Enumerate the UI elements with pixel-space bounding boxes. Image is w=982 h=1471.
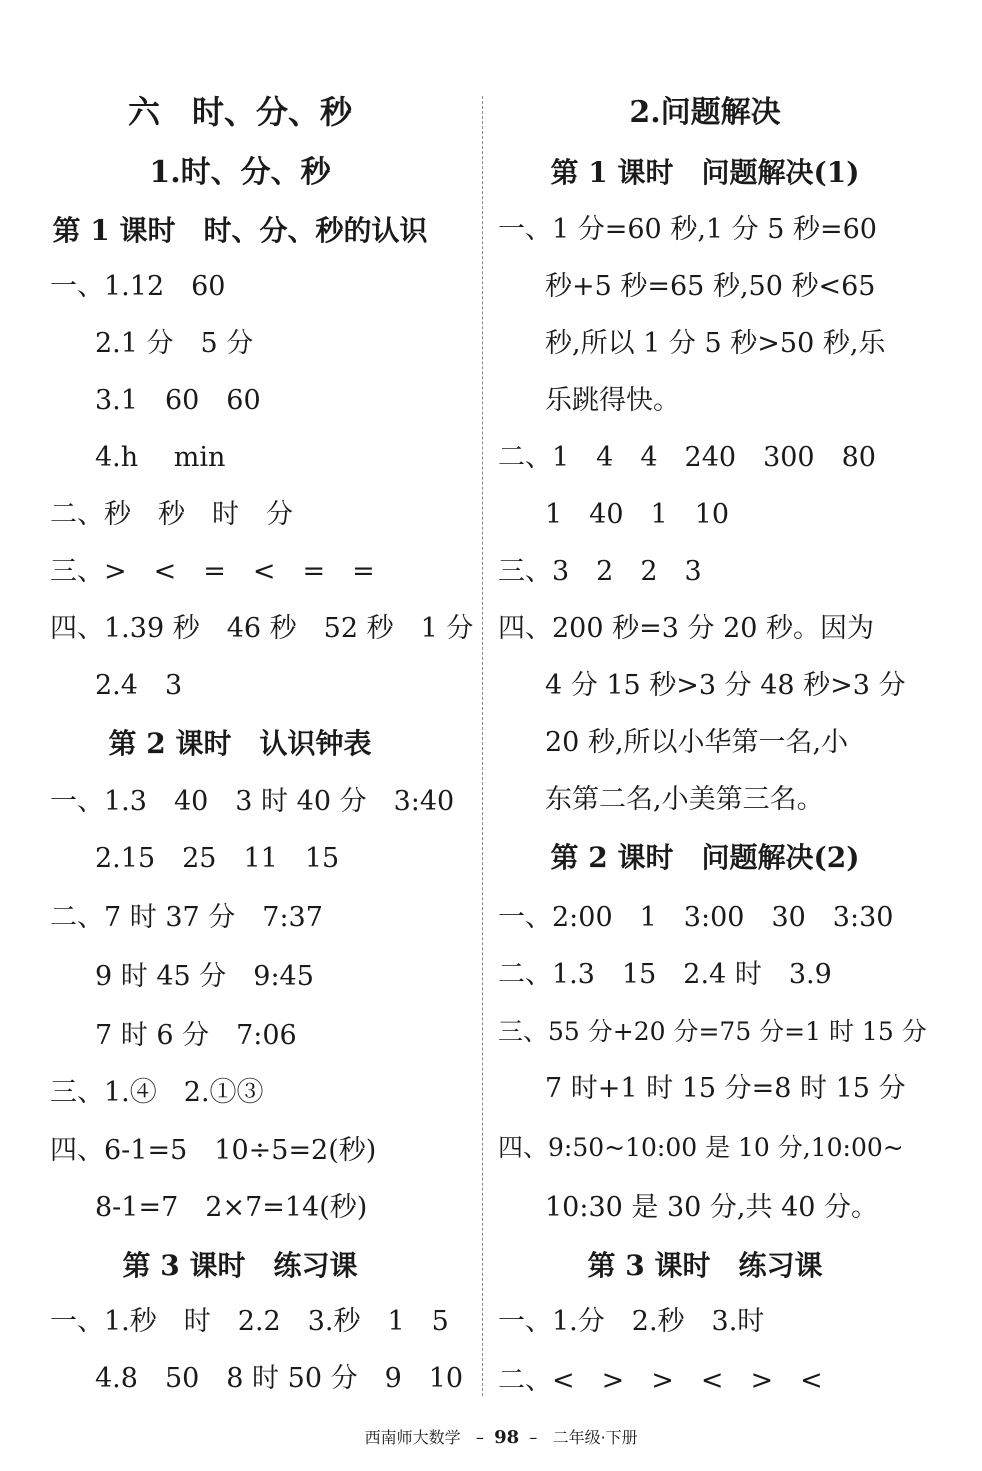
footer-grade: 二年级·下册 (552, 1428, 638, 1447)
answer-line: 二、秒 秒 时 分 (50, 499, 293, 530)
answer-line: 一、1 分=60 秒,1 分 5 秒=60 (498, 214, 877, 245)
lesson-heading: 第 2 课时 问题解决(2) (550, 841, 860, 874)
answer-line: 三、55 分+20 分=75 分=1 时 15 分 (498, 1017, 927, 1046)
answer-line: 一、2:00 1 3:00 30 3:30 (498, 902, 894, 933)
answer-line: 四、200 秒=3 分 20 秒。因为 (498, 613, 875, 644)
answer-line: 一、1.秒 时 2.2 3.秒 1 5 (50, 1306, 449, 1337)
answer-line: 一、1.分 2.秒 3.时 (498, 1306, 765, 1337)
lesson-heading: 第 3 课时 练习课 (587, 1249, 823, 1282)
page-number: 98 (494, 1427, 520, 1448)
answer-line: 7 时+1 时 15 分=8 时 15 分 (545, 1073, 906, 1104)
answer-line: 四、6-1=5 10÷5=2(秒) (50, 1135, 377, 1166)
answer-line: 四、9:50~10:00 是 10 分,10:00~ (498, 1133, 904, 1162)
column-divider (482, 96, 483, 1396)
answer-line: 9 时 45 分 9:45 (95, 961, 314, 992)
answer-line: 4.8 50 8 时 50 分 9 10 (95, 1363, 464, 1394)
answer-line: 秒,所以 1 分 5 秒>50 秒,乐 (545, 328, 886, 359)
section-title: 1.时、分、秒 (149, 155, 331, 190)
answer-line: 8-1=7 2×7=14(秒) (95, 1192, 368, 1223)
answer-line: 东第二名,小美第三名。 (545, 784, 824, 815)
answer-line: 三、1.④ 2.①③ (50, 1077, 264, 1108)
answer-line: 三、3 2 2 3 (498, 556, 702, 587)
answer-line: 三、> < = < = = (50, 556, 375, 587)
lesson-heading: 第 2 课时 认识钟表 (108, 727, 372, 760)
answer-line: 4 分 15 秒>3 分 48 秒>3 分 (545, 670, 906, 701)
lesson-heading: 第 1 课时 时、分、秒的认识 (52, 214, 428, 247)
footer-publisher: 西南师大数学 (364, 1428, 461, 1447)
answer-line: 2.1 分 5 分 (95, 328, 254, 359)
page-footer: 西南师大数学 – 98 – 二年级·下册 (364, 1427, 638, 1448)
answer-line: 一、1.3 40 3 时 40 分 3:40 (50, 786, 455, 817)
answer-line: 7 时 6 分 7:06 (95, 1020, 297, 1051)
section-title: 2.问题解决 (629, 95, 781, 130)
answer-line: 2.15 25 11 15 (95, 843, 340, 874)
answer-line: 10:30 是 30 分,共 40 分。 (545, 1192, 879, 1223)
answer-line: 20 秒,所以小华第一名,小 (545, 727, 849, 758)
answer-line: 2.4 3 (95, 670, 183, 701)
answer-line: 秒+5 秒=65 秒,50 秒<65 (545, 271, 876, 302)
answer-line: 二、1 4 4 240 300 80 (498, 442, 876, 473)
answer-line: 乐跳得快。 (545, 385, 680, 416)
lesson-heading: 第 3 课时 练习课 (122, 1249, 358, 1282)
answer-line: 二、7 时 37 分 7:37 (50, 902, 323, 933)
answer-line: 二、1.3 15 2.4 时 3.9 (498, 959, 832, 990)
answer-line: 二、< > > < > < (498, 1365, 823, 1396)
answer-line: 1 40 1 10 (545, 499, 730, 530)
answer-line: 3.1 60 60 (95, 385, 261, 416)
answer-line: 四、1.39 秒 46 秒 52 秒 1 分 (50, 613, 474, 644)
answer-line: 4.h min (95, 442, 226, 473)
answer-line: 一、1.12 60 (50, 271, 226, 302)
chapter-title: 六 时、分、秒 (127, 93, 352, 131)
lesson-heading: 第 1 课时 问题解决(1) (550, 156, 860, 189)
